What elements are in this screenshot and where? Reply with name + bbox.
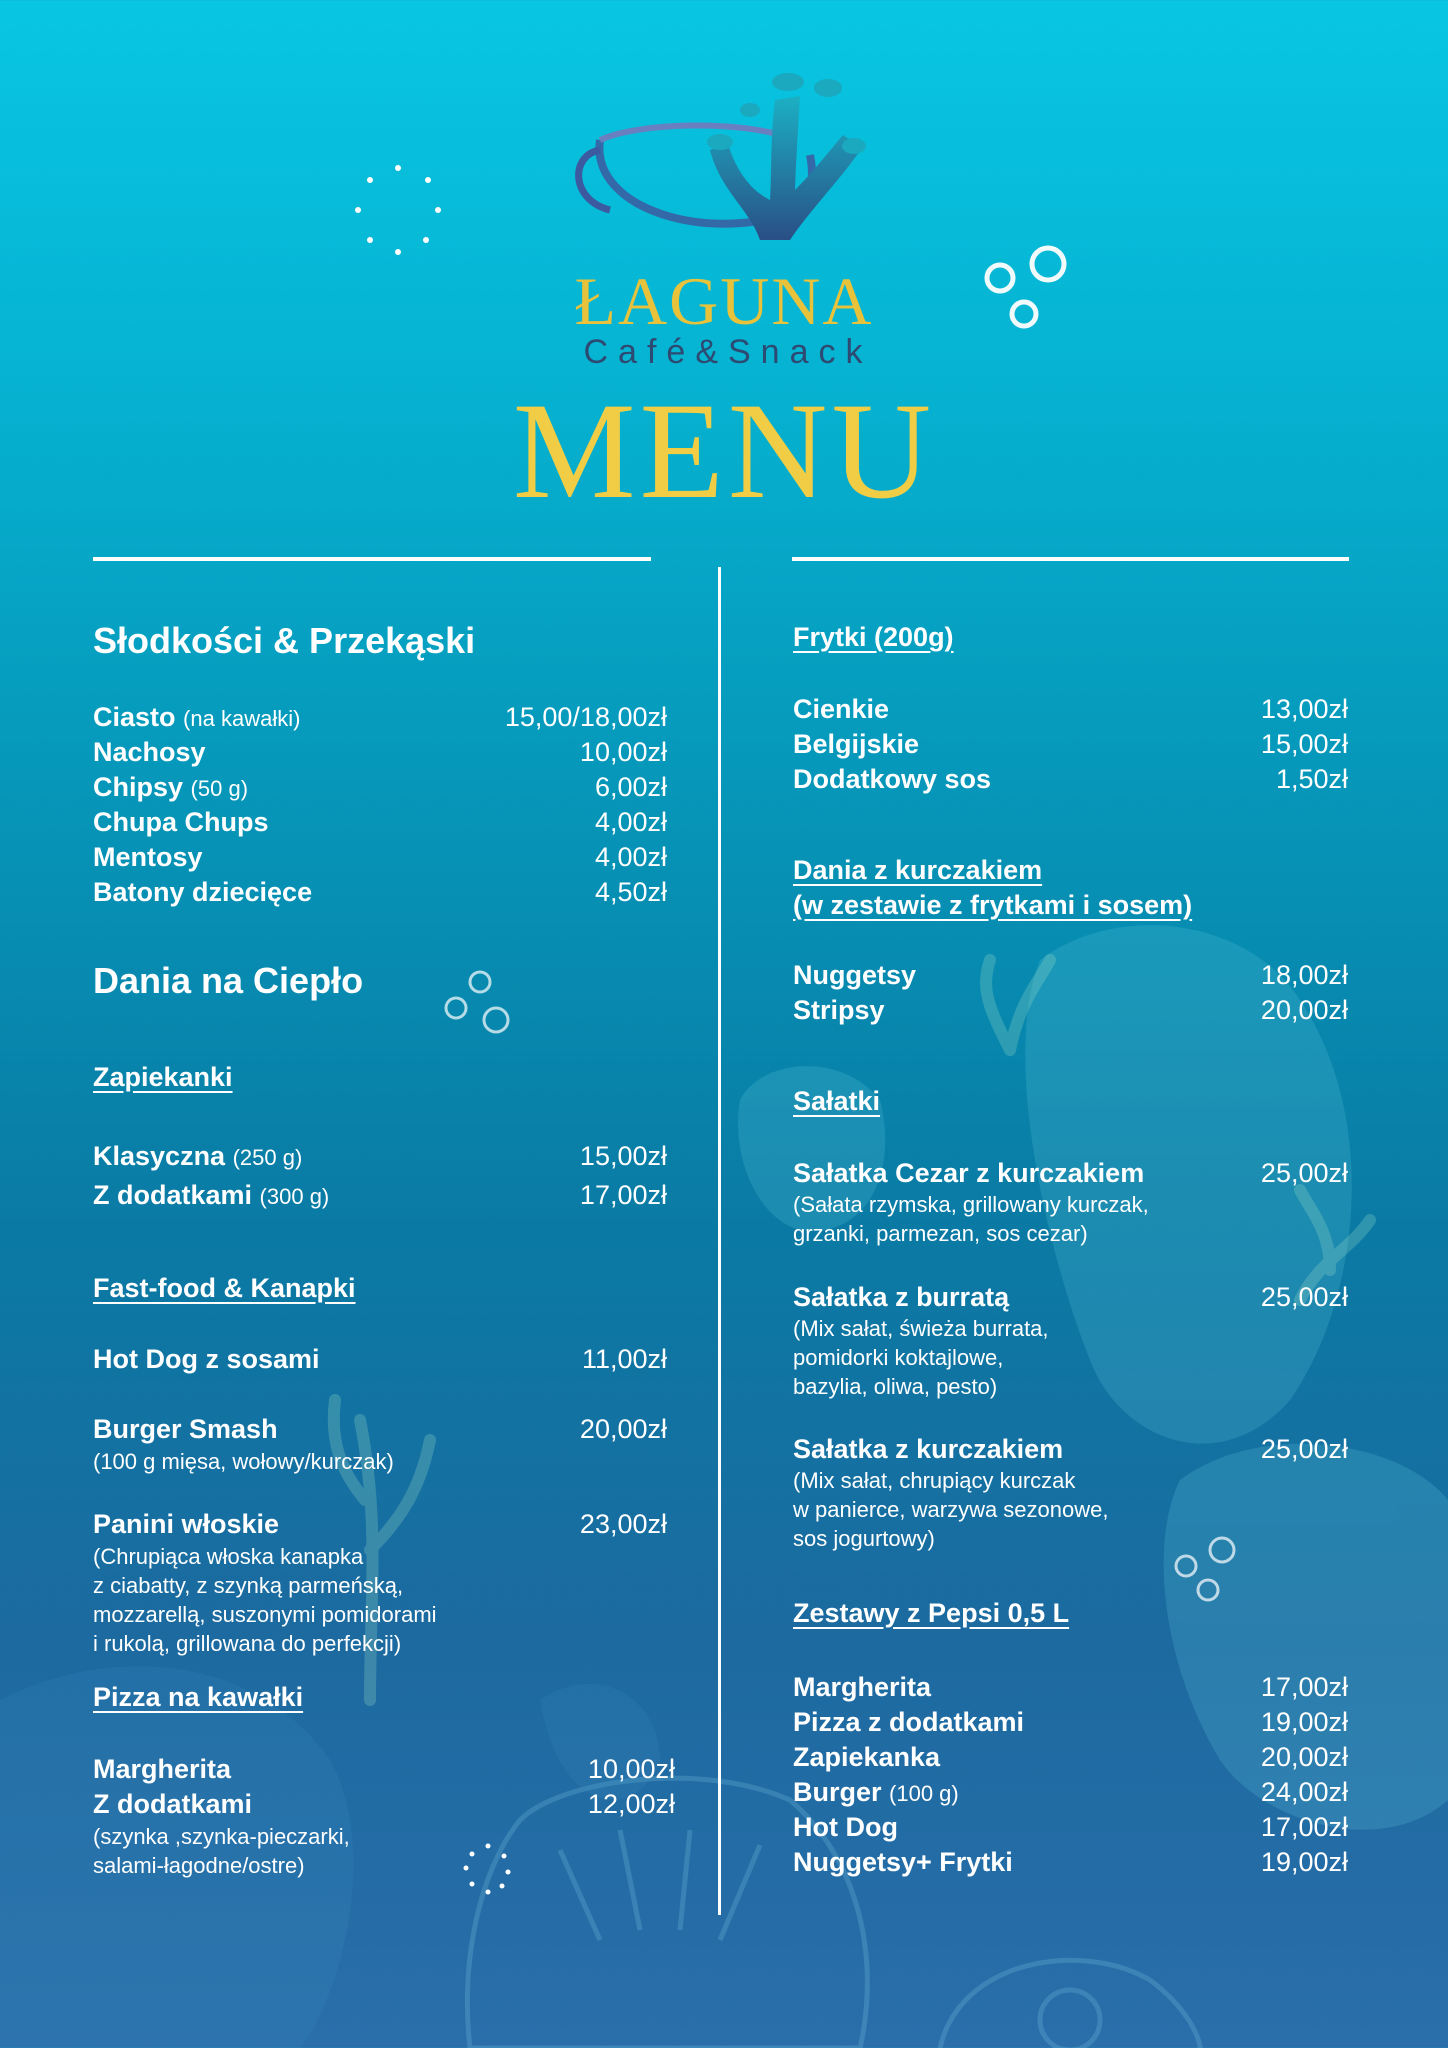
desc-line: pomidorki koktajlowe, — [793, 1345, 1004, 1370]
item-price: 4,00zł — [594, 807, 667, 837]
item-name: Z dodatkami — [93, 1180, 253, 1210]
menu-item — [793, 1775, 1348, 1810]
item-note: (300 g) — [259, 1184, 330, 1209]
item-name: Pizza z dodatkami — [793, 1707, 1025, 1737]
menu-item — [93, 700, 667, 735]
desc-line: sos jogurtowy) — [793, 1526, 935, 1551]
item-price: 15,00/18,00zł — [504, 702, 667, 732]
desc-line: mozzarellą, suszonymi pomidorami — [93, 1602, 437, 1627]
item-note: (100 g) — [889, 1781, 959, 1806]
item-name: Chupa Chups — [93, 807, 269, 837]
menu-title: MENU — [512, 374, 936, 527]
desc-line: grzanki, parmezan, sos cezar) — [793, 1221, 1088, 1246]
item-description — [793, 1314, 1049, 1401]
item-name: Nachosy — [93, 737, 206, 767]
item-name: Mentosy — [93, 842, 203, 872]
item-note: (na kawałki) — [183, 706, 301, 731]
desc-line: z ciabatty, z szynką parmeńską, — [93, 1573, 404, 1598]
item-price: 19,00zł — [1260, 1707, 1348, 1737]
menu-item — [93, 1139, 667, 1174]
menu-item — [93, 1787, 675, 1822]
item-name: Batony dziecięce — [93, 877, 313, 907]
menu-item — [793, 1280, 1348, 1315]
right-column — [793, 0, 1348, 2048]
menu-item — [793, 993, 1348, 1028]
menu-item — [793, 1705, 1348, 1740]
item-name: Z dodatkami — [93, 1789, 253, 1819]
item-price: 4,50zł — [594, 877, 667, 907]
item-price: 19,00zł — [1260, 1847, 1348, 1877]
item-name: Hot Dog z sosami — [93, 1344, 320, 1374]
menu-item — [793, 1670, 1348, 1705]
menu-item — [93, 1178, 667, 1213]
left-column — [93, 0, 675, 2048]
subsection-title-fries: Frytki (200g) — [793, 622, 954, 652]
item-price: 23,00zł — [579, 1509, 667, 1539]
item-name: Nuggetsy+ Frytki — [793, 1847, 1013, 1877]
item-description — [793, 1466, 1108, 1553]
subsection-title-chicken — [793, 853, 1192, 923]
item-price: 18,00zł — [1260, 960, 1348, 990]
item-name: Sałatka z kurczakiem — [793, 1434, 1064, 1464]
menu-item — [793, 1740, 1348, 1775]
desc-line: (100 g mięsa, wołowy/kurczak) — [93, 1449, 394, 1474]
item-name: Margherita — [93, 1754, 232, 1784]
item-price: 24,00zł — [1260, 1777, 1348, 1807]
desc-line: bazylia, oliwa, pesto) — [793, 1374, 998, 1399]
item-price: 20,00zł — [579, 1414, 667, 1444]
item-price: 15,00zł — [1260, 729, 1348, 759]
item-price: 20,00zł — [1260, 1742, 1348, 1772]
item-description — [793, 1190, 1149, 1248]
item-name: Cienkie — [793, 694, 890, 724]
item-name: Panini włoskie — [93, 1509, 280, 1539]
item-name: Ciasto — [93, 702, 176, 732]
item-name: Sałatka Cezar z kurczakiem — [793, 1158, 1145, 1188]
menu-item — [793, 1432, 1348, 1467]
menu-item — [93, 1507, 667, 1542]
item-price: 6,00zł — [594, 772, 667, 802]
menu-item — [93, 875, 667, 910]
brand-subtitle: Café&Snack — [583, 333, 873, 371]
subsection-title-sets: Zestawy z Pepsi 0,5 L — [793, 1598, 1070, 1628]
item-name: Burger — [793, 1777, 882, 1807]
item-price: 13,00zł — [1260, 694, 1348, 724]
item-name: Stripsy — [793, 995, 885, 1025]
item-name: Belgijskie — [793, 729, 920, 759]
item-price: 17,00zł — [1260, 1812, 1348, 1842]
item-price: 25,00zł — [1260, 1434, 1348, 1464]
item-name: Hot Dog — [793, 1812, 898, 1842]
menu-item — [93, 735, 667, 770]
menu-item — [93, 805, 667, 840]
item-name: Nuggetsy — [793, 960, 917, 990]
item-name: Klasyczna — [93, 1141, 226, 1171]
menu-item — [793, 692, 1348, 727]
item-name: Margherita — [793, 1672, 932, 1702]
menu-item — [93, 1412, 667, 1447]
item-description — [93, 1447, 394, 1476]
column-divider — [718, 567, 721, 1915]
item-note: (250 g) — [232, 1145, 303, 1170]
item-price: 17,00zł — [1260, 1672, 1348, 1702]
item-price: 25,00zł — [1260, 1282, 1348, 1312]
subsection-title-zapiekanki: Zapiekanki — [93, 1062, 233, 1092]
item-name: Sałatka z burratą — [793, 1282, 1010, 1312]
menu-item — [793, 762, 1348, 797]
menu-item — [93, 840, 667, 875]
desc-line: (szynka ,szynka-pieczarki, — [93, 1824, 350, 1849]
item-description — [93, 1822, 350, 1880]
item-price: 1,50zł — [1275, 764, 1348, 794]
desc-line: (Chrupiąca włoska kanapka — [93, 1544, 364, 1569]
menu-item — [793, 727, 1348, 762]
menu-item — [93, 770, 667, 805]
item-description — [93, 1542, 437, 1658]
menu-item — [793, 1845, 1348, 1880]
section-title-hot: Dania na Ciepło — [93, 960, 364, 1001]
subsection-title-pizza: Pizza na kawałki — [93, 1682, 304, 1712]
item-price: 25,00zł — [1260, 1158, 1348, 1188]
item-price: 4,00zł — [594, 842, 667, 872]
chicken-title-line: Dania z kurczakiem — [793, 855, 1043, 885]
menu-item — [793, 958, 1348, 993]
item-name: Dodatkowy sos — [793, 764, 992, 794]
item-name: Burger Smash — [93, 1414, 278, 1444]
desc-line: salami-łagodne/ostre) — [93, 1853, 305, 1878]
desc-line: (Mix sałat, chrupiący kurczak — [793, 1468, 1076, 1493]
menu-item — [793, 1810, 1348, 1845]
item-price: 15,00zł — [579, 1141, 667, 1171]
chicken-title-line: (w zestawie z frytkami i sosem) — [793, 890, 1193, 920]
brand-name: ŁAGUNA — [574, 263, 874, 339]
item-price: 10,00zł — [579, 737, 667, 767]
item-name: Chipsy — [93, 772, 184, 802]
item-price: 17,00zł — [579, 1180, 667, 1210]
menu-item — [93, 1752, 675, 1787]
menu-item — [93, 1342, 667, 1377]
item-price: 12,00zł — [587, 1789, 675, 1819]
desc-line: w panierce, warzywa sezonowe, — [793, 1497, 1109, 1522]
subsection-title-salads: Sałatki — [793, 1086, 881, 1116]
desc-line: (Mix sałat, świeża burrata, — [793, 1316, 1049, 1341]
section-title-sweets: Słodkości & Przekąski — [93, 620, 476, 661]
desc-line: i rukolą, grillowana do perfekcji) — [93, 1631, 402, 1656]
item-price: 11,00zł — [581, 1344, 667, 1374]
menu-item — [793, 1156, 1348, 1191]
item-name: Zapiekanka — [793, 1742, 941, 1772]
item-price: 20,00zł — [1260, 995, 1348, 1025]
item-note: (50 g) — [190, 776, 249, 801]
subsection-title-fastfood: Fast-food & Kanapki — [93, 1273, 356, 1303]
desc-line: (Sałata rzymska, grillowany kurczak, — [793, 1192, 1149, 1217]
item-price: 10,00zł — [587, 1754, 675, 1784]
